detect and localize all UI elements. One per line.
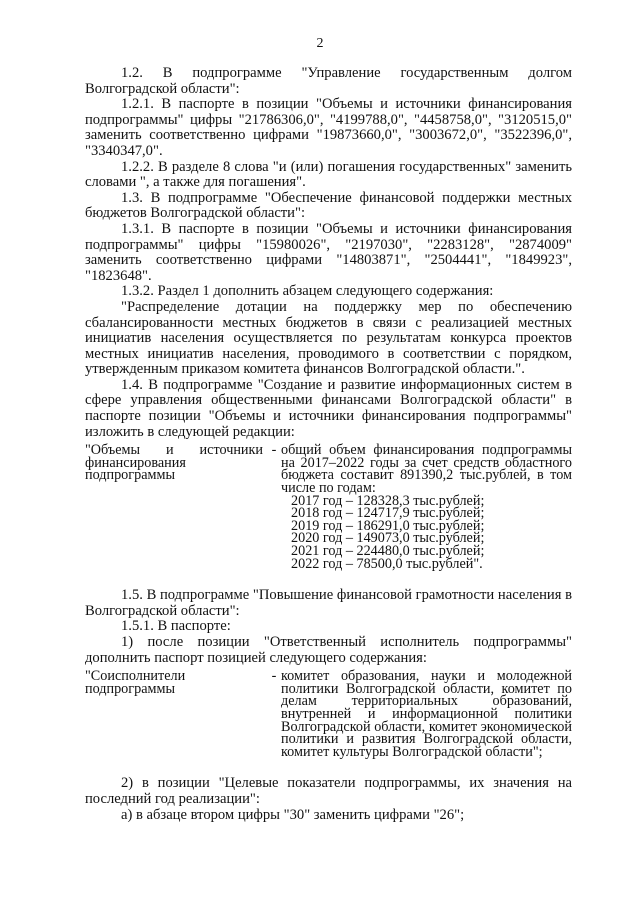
spacer (85, 570, 572, 588)
passport-table-funding (85, 444, 572, 570)
paragraph-1-2-1: 1.2.1. В паспорте в позиции "Объемы и источники финансирования подпрограммы" цифры "21786306,0", "4199788,0", "4458758,0", "3120515,0" заменить соответственно цифрами "19873660,0", "3003672,0", "3522396,0", "3340347,0". (85, 96, 572, 159)
spacer (85, 758, 572, 776)
table-label-coexecutors: "Соисполнители подпрограммы (85, 668, 186, 697)
paragraph-quote-distribution: "Распределение дотации на поддержку мер по обеспечению сбалансированности местных бюджетов в связи с реализацией местных инициатив населения осуществляется по результатам конкурса проектов местных инициатив населения, проводимого в соответствии с порядком, утвержденным приказом комитета финансов Волгоградской области.". (85, 298, 572, 378)
page-number: 2 (316, 36, 324, 51)
paragraph-1-5: 1.5. В подпрограмме "Повышение финансовой грамотности населения в Волгоградской области": (85, 587, 572, 619)
funding-year-2019: 2019 год – 186291,0 тыс.рублей; (291, 517, 485, 534)
table-dash: - (271, 668, 277, 685)
paragraph-item-2a: а) в абзаце втором цифры "30" заменить цифрами "26"; (121, 806, 465, 823)
paragraph-1-5-1: 1.5.1. В паспорте: (121, 618, 231, 635)
funding-year-2022: 2022 год – 78500,0 тыс.рублей". (291, 555, 483, 572)
table-label-funding: "Объемы и источники финансирования подпрограммы (85, 442, 263, 484)
funding-year-2020: 2020 год – 149073,0 тыс.рублей; (291, 530, 485, 547)
table-dash: - (271, 442, 277, 459)
document-body (85, 66, 572, 823)
paragraph-item-2: 2) в позиции "Целевые показатели подпрограммы, их значения на последний год реализации": (85, 775, 572, 807)
funding-year-2021: 2021 год – 224480,0 тыс.рублей; (291, 543, 485, 559)
paragraph-1-4: 1.4. В подпрограмме "Создание и развитие информационных систем в сфере управления общественными финансами Волгоградской области" в паспорте позиции "Объемы и источники финансирования подпрограммы" изложить в следующей редакции: (85, 376, 572, 440)
paragraph-1-2-2: 1.2.2. В разделе 8 слова "и (или) погашения государственных" заменить словами ", а также для погашения". (85, 158, 572, 191)
paragraph-1-3-2: 1.3.2. Раздел 1 дополнить абзацем следующего содержания: (121, 283, 494, 300)
paragraph-1-3: 1.3. В подпрограмме "Обеспечение финансовой поддержки местных бюджетов Волгоградской области": (85, 189, 572, 222)
funding-year-2017: 2017 год – 128328,3 тыс.рублей; (291, 492, 485, 509)
table-value-coexecutors: комитет образования, науки и молодежной политики Волгоградской области, комитет по делам территориальных образований, внутренней и информационной политики Волгоградской области, комитет экономической политики и развития Волгоградской области, комитет культуры Волгоградской области"; (281, 668, 572, 760)
passport-table-coexecutors (85, 670, 572, 758)
table-value-funding (281, 444, 572, 570)
paragraph-1-2: 1.2. В подпрограмме "Управление государственным долгом Волгоградской области": (85, 65, 572, 97)
funding-intro: общий объем финансирования подпрограммы на 2017–2022 годы за счет средств областного бюджета составит 891390,2 тыс.рублей, в том числе по годам: (281, 442, 572, 497)
paragraph-1-3-1: 1.3.1. В паспорте в позиции "Объемы и источники финансирования подпрограммы" цифры "15980026", "2197030", "2283128", "2874009" заменить соответственно цифрами "14803871", "2504441", "1849923", "1823648". (85, 220, 572, 284)
funding-year-2018: 2018 год – 124717,9 тыс.рублей; (291, 505, 485, 522)
paragraph-item-1: 1) после позиции "Ответственный исполнитель подпрограммы" дополнить паспорт позицией следующего содержания: (85, 633, 572, 666)
